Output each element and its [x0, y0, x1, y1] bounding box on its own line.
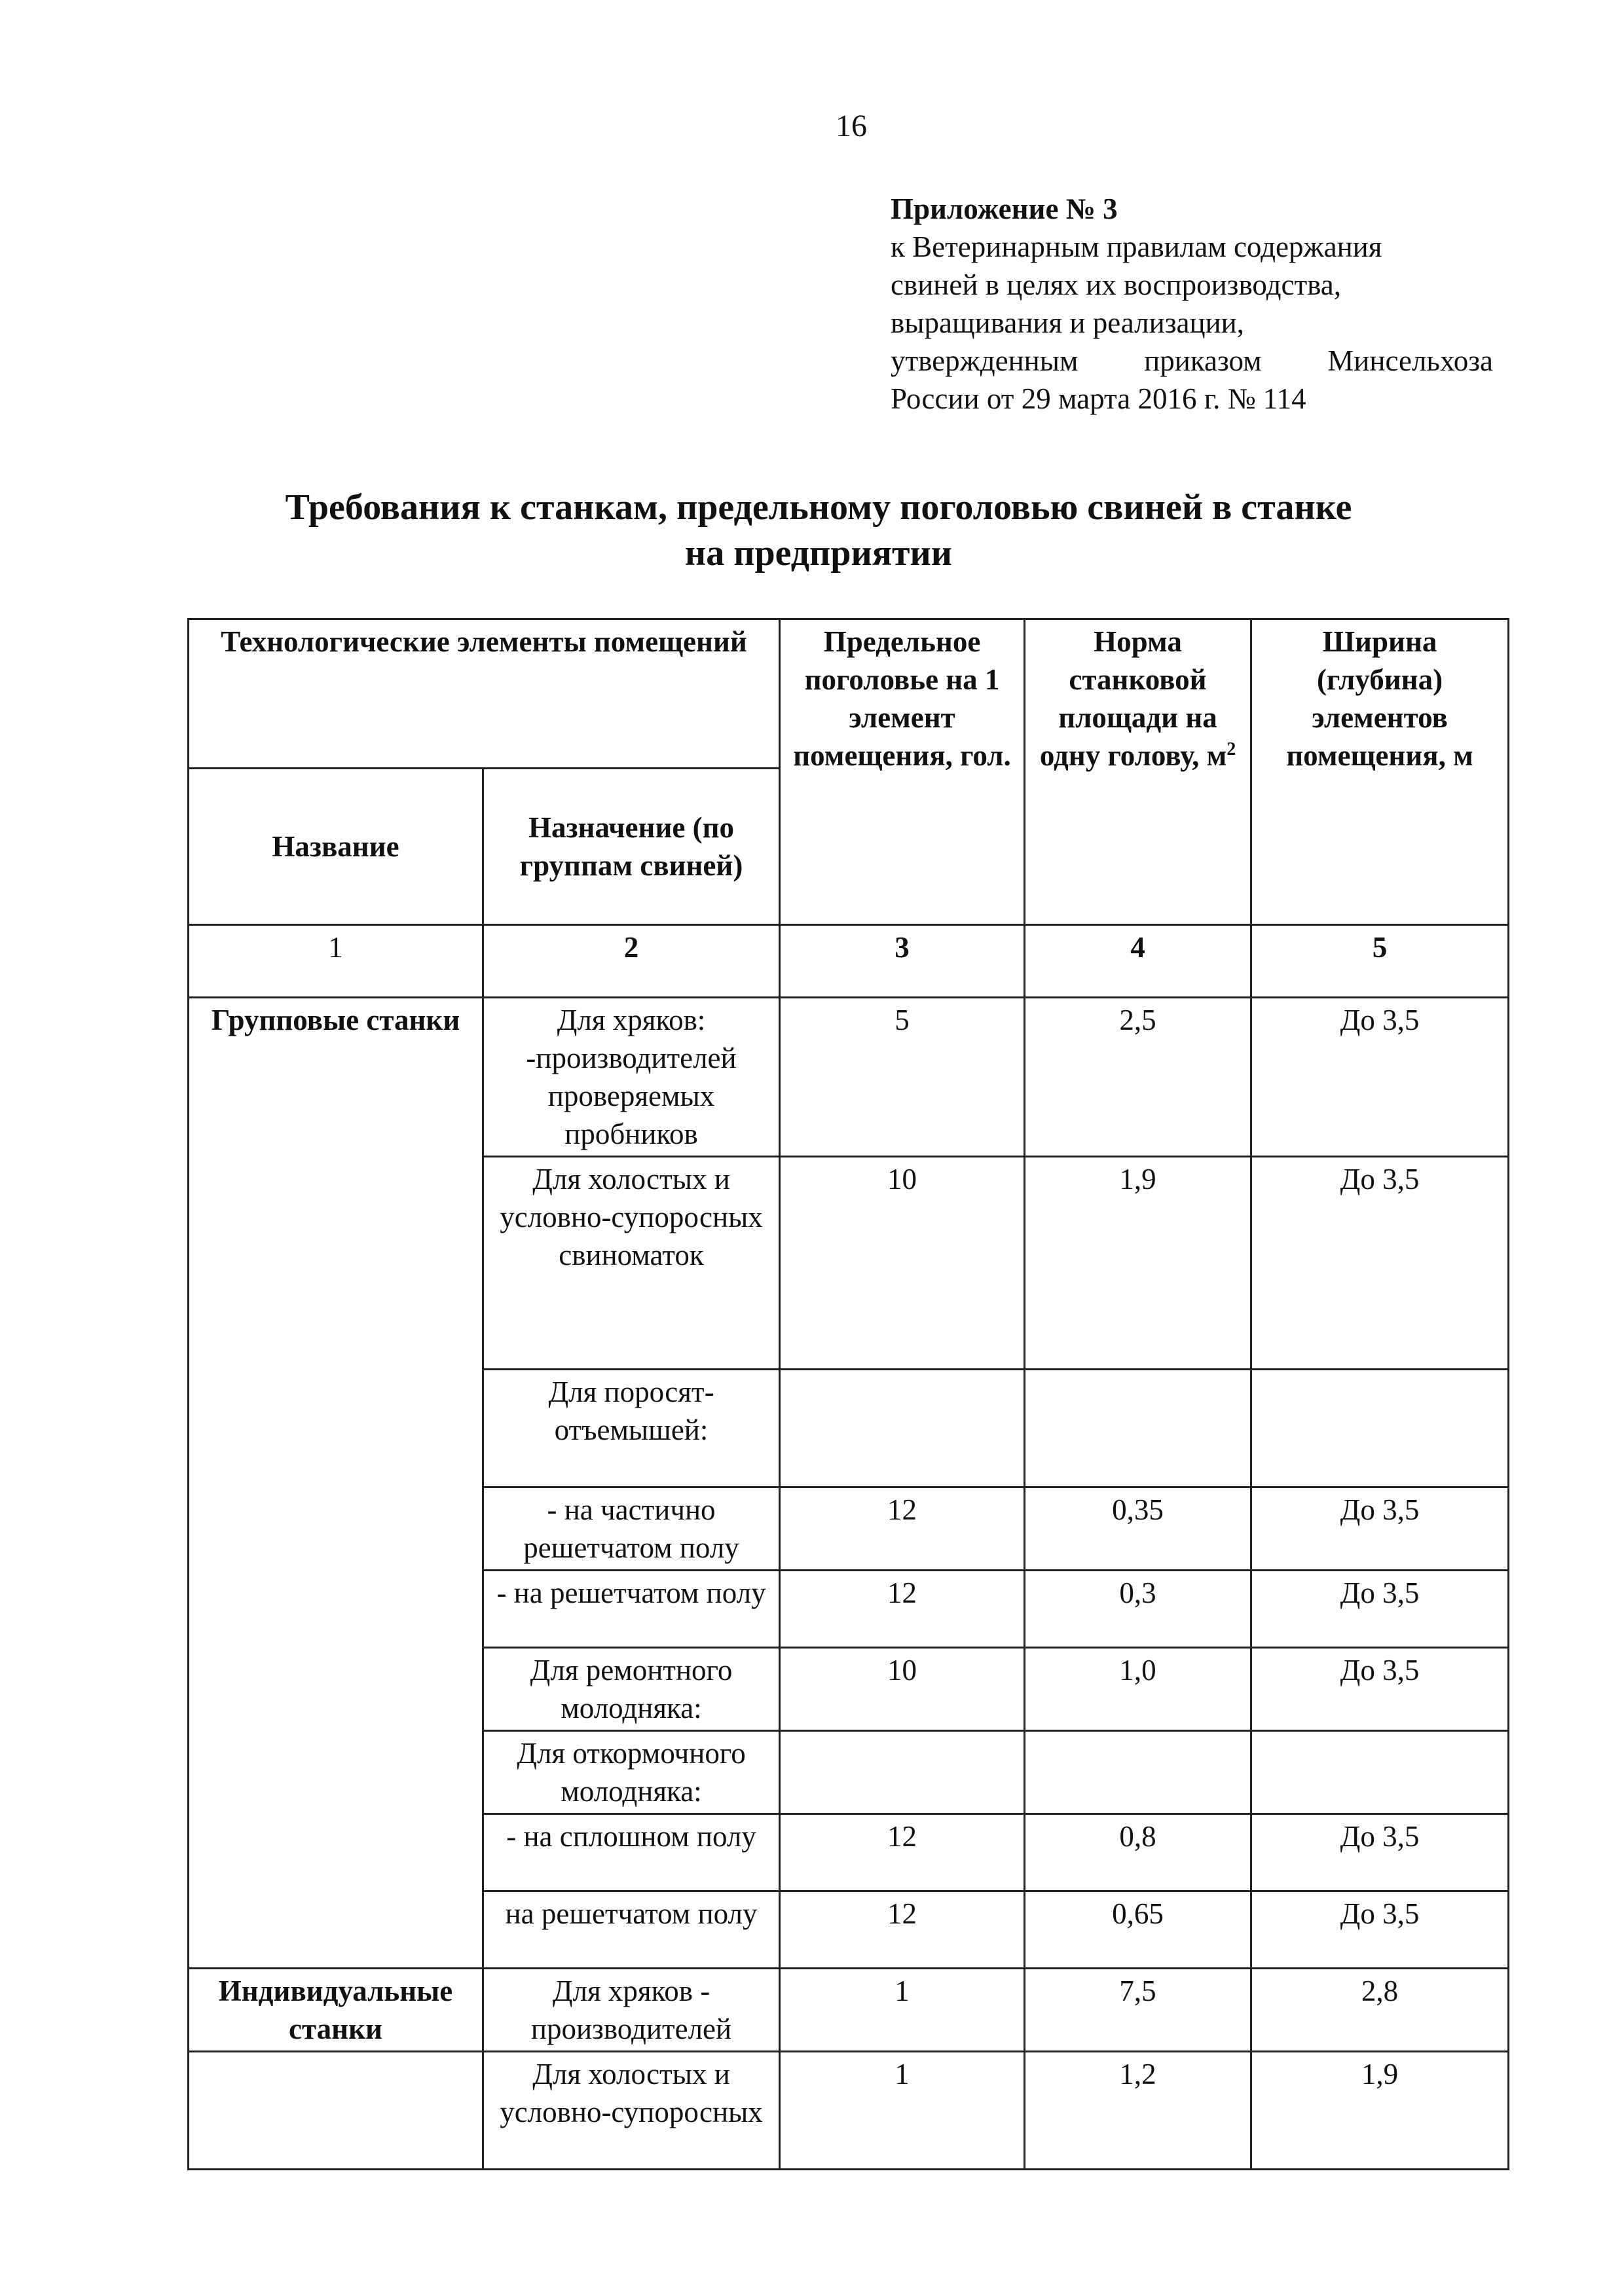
header-area-norm-text: Норма станковой площади на одну голову, м	[1039, 625, 1227, 772]
header-width: Ширина (глубина) элементов помещения, м	[1251, 619, 1509, 925]
table-row	[189, 2052, 1509, 2170]
header-area-unit-sup: 2	[1227, 739, 1236, 759]
max-heads-cell: 5	[780, 998, 1025, 1157]
max-heads-cell: 1	[780, 1969, 1025, 2052]
width-cell: До 3,5	[1251, 1487, 1509, 1571]
appendix-word: Минсельхоза	[1327, 344, 1493, 377]
width-cell	[1251, 1370, 1509, 1487]
header-area-norm	[1025, 619, 1251, 925]
appendix-word: утвержденным	[891, 344, 1079, 377]
purpose-cell: - на частично решетчатом полу	[483, 1487, 780, 1571]
width-cell: До 3,5	[1251, 1814, 1509, 1891]
header-name: Название	[189, 769, 483, 925]
purpose-cell: - на решетчатом полу	[483, 1571, 780, 1648]
width-cell: До 3,5	[1251, 1571, 1509, 1648]
appendix-block	[891, 190, 1493, 418]
max-heads-cell: 12	[780, 1487, 1025, 1571]
column-number-row	[189, 925, 1509, 998]
area-norm-cell: 0,65	[1025, 1891, 1251, 1969]
purpose-cell: на решетчатом полу	[483, 1891, 780, 1969]
max-heads-cell	[780, 1370, 1025, 1487]
max-heads-cell: 12	[780, 1571, 1025, 1648]
area-norm-cell: 0,8	[1025, 1814, 1251, 1891]
column-number: 1	[189, 925, 483, 998]
area-norm-cell: 2,5	[1025, 998, 1251, 1157]
column-number: 5	[1251, 925, 1509, 998]
max-heads-cell: 10	[780, 1157, 1025, 1370]
purpose-cell: Для хряков - производителей	[483, 1969, 780, 2052]
page-number: 16	[836, 109, 867, 143]
appendix-line	[891, 342, 1493, 380]
column-number: 3	[780, 925, 1025, 998]
purpose-cell: - на сплошном полу	[483, 1814, 780, 1891]
column-number: 4	[1025, 925, 1251, 998]
title-line: на предприятии	[684, 533, 953, 574]
appendix-line: России от 29 марта 2016 г. № 114	[891, 382, 1306, 415]
width-cell: До 3,5	[1251, 1648, 1509, 1731]
table-row	[189, 998, 1509, 1157]
purpose-cell: Для холостых и условно-супоросных	[483, 2052, 780, 2170]
width-cell: До 3,5	[1251, 1157, 1509, 1370]
max-heads-cell	[780, 1731, 1025, 1814]
width-cell: До 3,5	[1251, 998, 1509, 1157]
requirements-table	[187, 618, 1509, 2170]
purpose-cell: Для холостых и условно-супоросных свиноматок	[483, 1157, 780, 1370]
appendix-line: свиней в целях их воспроизводства,	[891, 268, 1342, 301]
purpose-cell: Для ремонтного молодняка:	[483, 1648, 780, 1731]
area-norm-cell	[1025, 1370, 1251, 1487]
area-norm-cell: 0,35	[1025, 1487, 1251, 1571]
area-norm-cell: 1,0	[1025, 1648, 1251, 1731]
purpose-cell: Для хряков: -производителей проверяемых пробников	[483, 998, 780, 1157]
area-norm-cell: 0,3	[1025, 1571, 1251, 1648]
group-name-cell: Групповые станки	[189, 998, 483, 1969]
area-norm-cell: 1,9	[1025, 1157, 1251, 1370]
width-cell	[1251, 1731, 1509, 1814]
header-purpose: Назначение (по группам свиней)	[483, 769, 780, 925]
width-cell: 1,9	[1251, 2052, 1509, 2170]
column-number: 2	[483, 925, 780, 998]
area-norm-cell: 7,5	[1025, 1969, 1251, 2052]
group-name-cell: Индивидуальные станки	[189, 1969, 483, 2052]
appendix-title: Приложение № 3	[891, 192, 1118, 225]
area-norm-cell	[1025, 1731, 1251, 1814]
purpose-cell: Для поросят-отъемышей:	[483, 1370, 780, 1487]
max-heads-cell: 1	[780, 2052, 1025, 2170]
area-norm-cell: 1,2	[1025, 2052, 1251, 2170]
max-heads-cell: 12	[780, 1814, 1025, 1891]
purpose-cell: Для откормочного молодняка:	[483, 1731, 780, 1814]
width-cell: 2,8	[1251, 1969, 1509, 2052]
document-title	[196, 484, 1441, 576]
table-row	[189, 1969, 1509, 2052]
title-line: Требования к станкам, предельному поголовью свиней в станке	[285, 487, 1352, 528]
width-cell: До 3,5	[1251, 1891, 1509, 1969]
header-max-heads: Предельное поголовье на 1 элемент помещения, гол.	[780, 619, 1025, 925]
appendix-line: выращивания и реализации,	[891, 306, 1244, 339]
max-heads-cell: 10	[780, 1648, 1025, 1731]
max-heads-cell: 12	[780, 1891, 1025, 1969]
appendix-line: к Ветеринарным правилам содержания	[891, 230, 1382, 263]
appendix-word: приказом	[1144, 344, 1262, 377]
header-tech-elements: Технологические элементы помещений	[189, 619, 780, 769]
group-name-cell	[189, 2052, 483, 2170]
